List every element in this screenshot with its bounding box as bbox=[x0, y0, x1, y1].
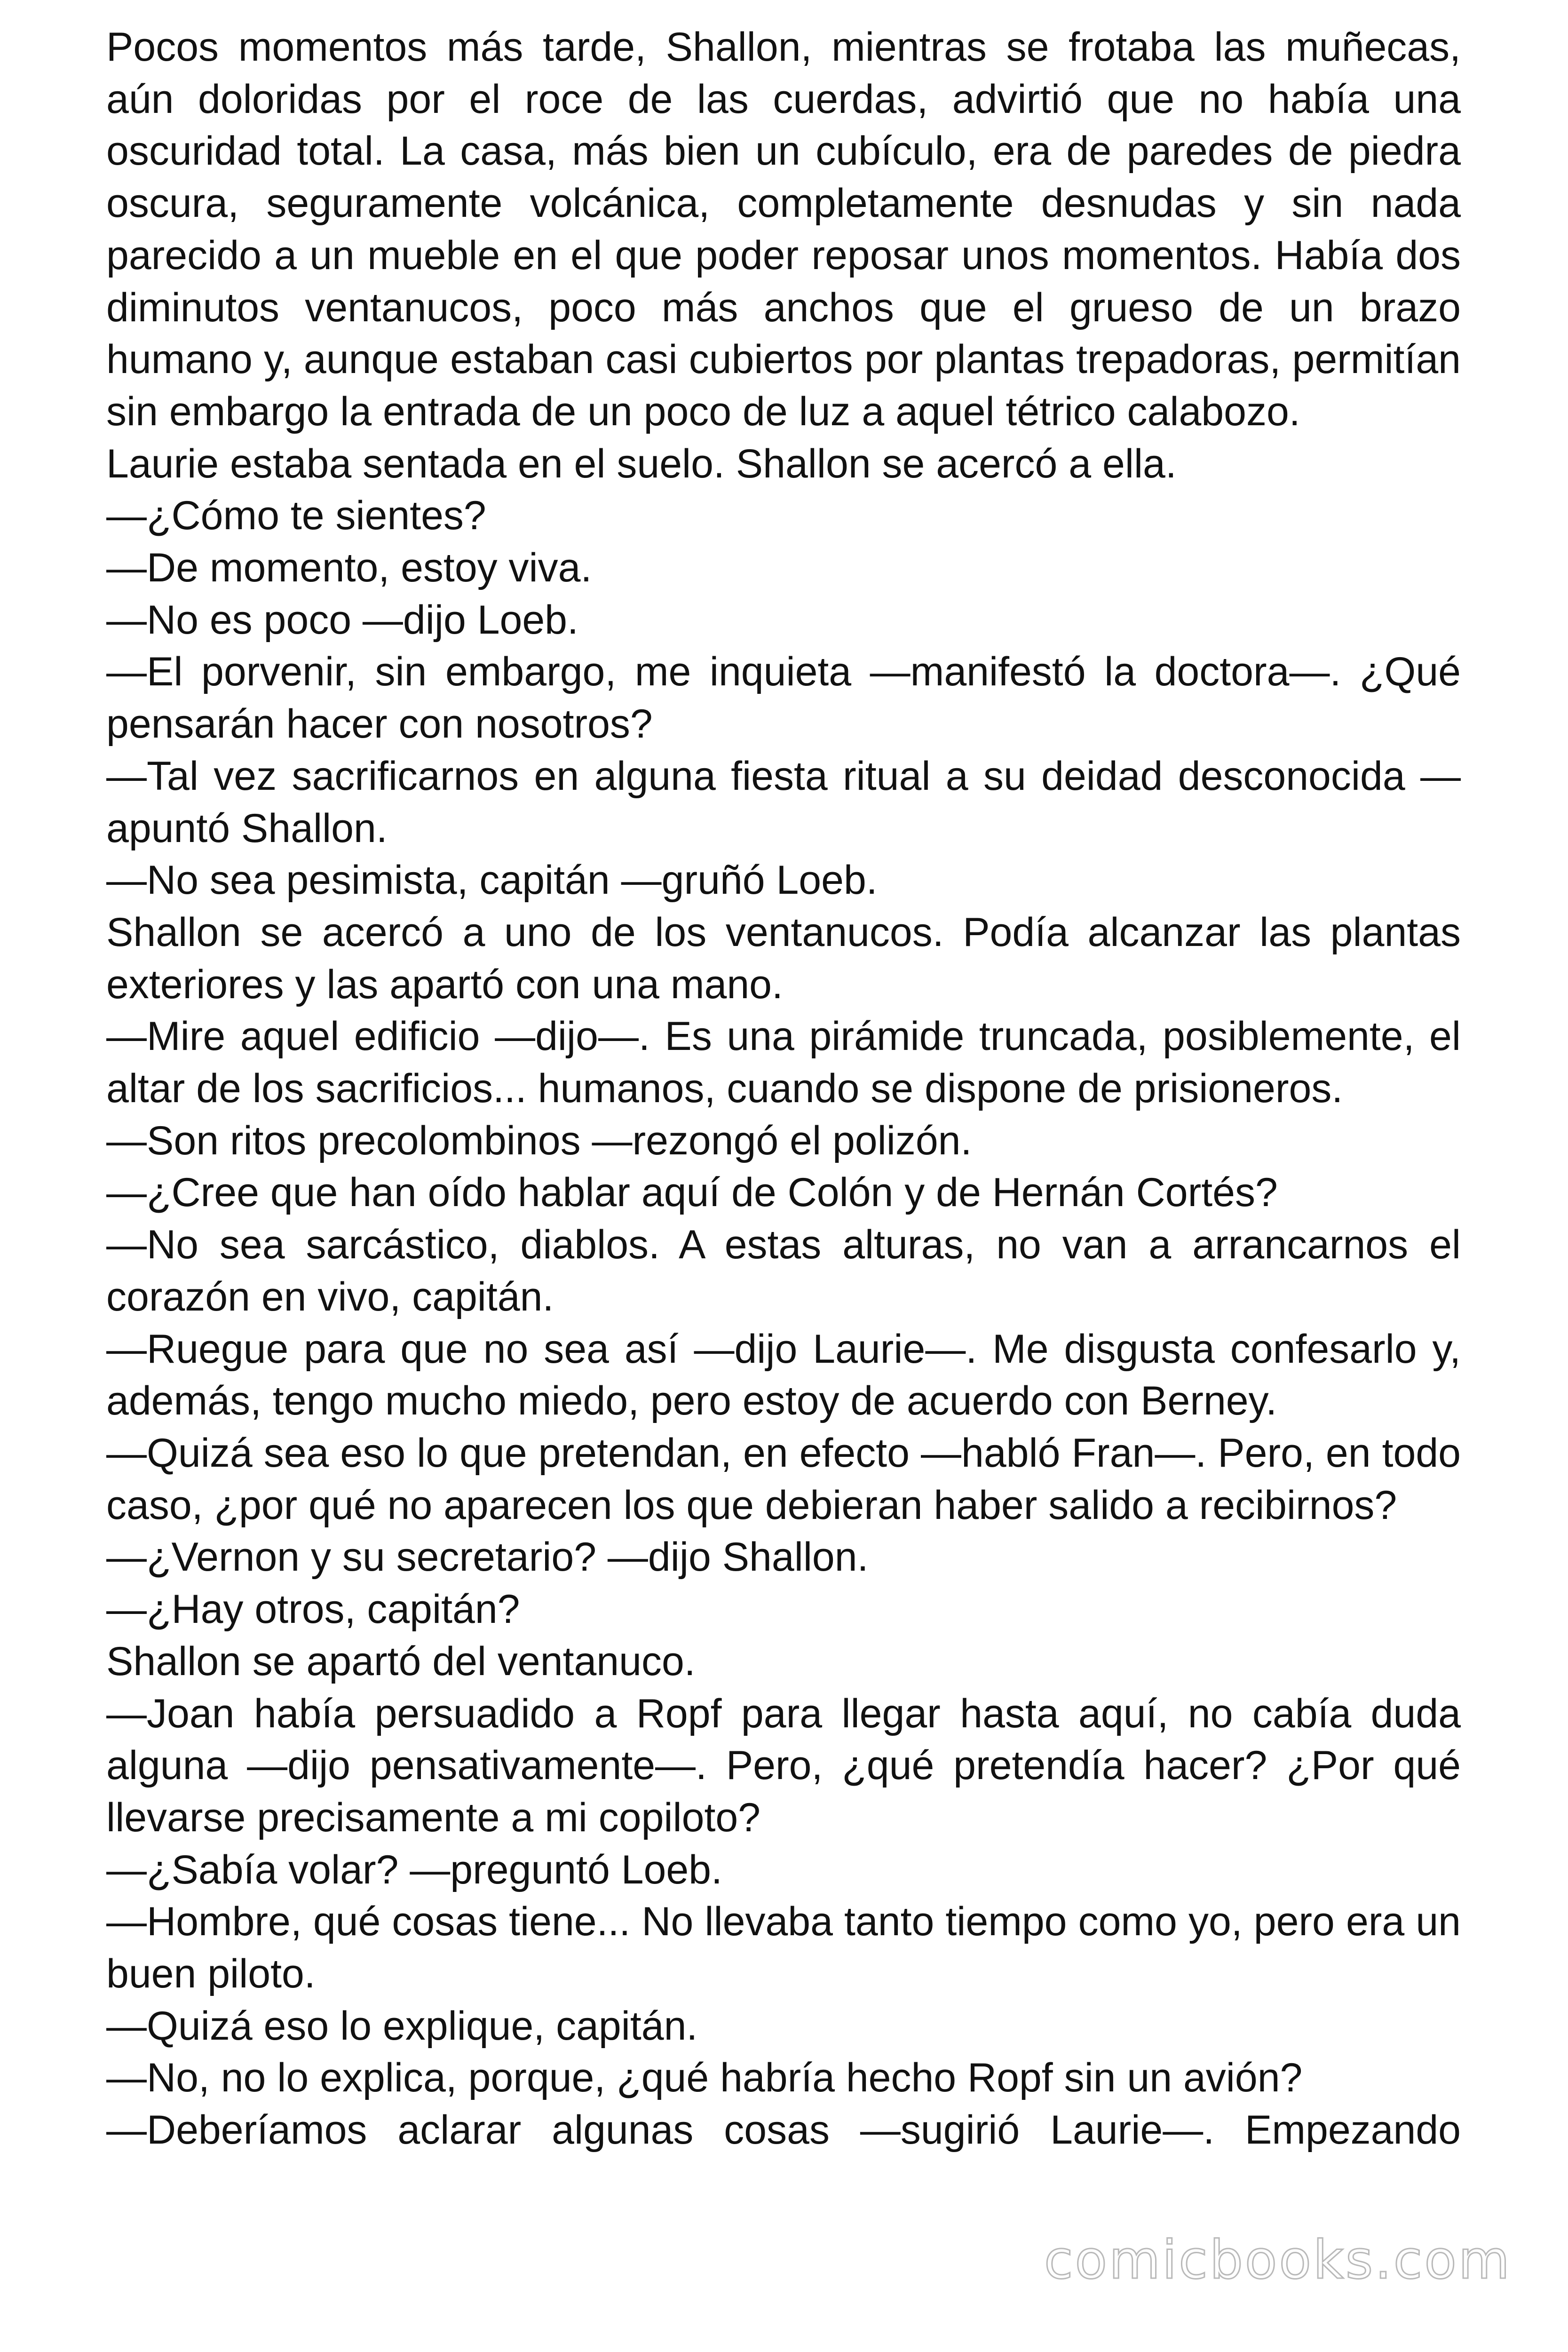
paragraph: Shallon se apartó del ventanuco. bbox=[106, 1638, 696, 1684]
paragraph: —El porvenir, sin embargo, me inquieta —manifestó la doctora—. ¿Qué pensarán hacer con nosotros? bbox=[106, 649, 1461, 747]
paragraph: —Quizá eso lo explique, capitán. bbox=[106, 2003, 698, 2049]
paragraph: —No sea pesimista, capitán —gruñó Loeb. bbox=[106, 858, 878, 903]
book-page-text bbox=[106, 21, 1461, 2156]
paragraph: —Hombre, qué cosas tiene... No llevaba tanto tiempo como yo, pero era un buen piloto. bbox=[106, 1899, 1461, 1997]
paragraph: Pocos momentos más tarde, Shallon, mientras se frotaba las muñecas, aún doloridas por el roce de las cuerdas, advirtió que no había una oscuridad total. La casa, más bien un cubículo, era de paredes de piedra oscura, seguramente volcánica, completamente desnudas y sin nada parecido a un mueble en el que poder reposar unos momentos. Había dos diminutos ventanucos, poco más anchos que el grueso de un brazo humano y, aunque estaban casi cubiertos por plantas trepadoras, permitían sin embargo la entrada de un poco de luz a aquel tétrico calabozo. bbox=[106, 24, 1461, 434]
paragraph: —Mire aquel edificio —dijo—. Es una pirámide truncada, posiblemente, el altar de los sacrificios... humanos, cuando se dispone de prisioneros. bbox=[106, 1014, 1461, 1112]
paragraph: —No es poco —dijo Loeb. bbox=[106, 597, 578, 643]
paragraph: —Ruegue para que no sea así —dijo Laurie—. Me disgusta confesarlo y, además, tengo mucho miedo, pero estoy de acuerdo con Berney. bbox=[106, 1326, 1461, 1424]
paragraph: —¿Sabía volar? —preguntó Loeb. bbox=[106, 1847, 722, 1892]
paragraph: —No sea sarcástico, diablos. A estas alturas, no van a arrancarnos el corazón en vivo, capitán. bbox=[106, 1222, 1461, 1319]
paragraph-continued: —Deberíamos aclarar algunas cosas —sugirió Laurie—. Empezando bbox=[106, 2107, 1461, 2153]
paragraph: —Joan había persuadido a Ropf para llegar hasta aquí, no cabía duda alguna —dijo pensativamente—. Pero, ¿qué pretendía hacer? ¿Por qué llevarse precisamente a mi copiloto? bbox=[106, 1691, 1461, 1840]
paragraph: Shallon se acercó a uno de los ventanucos. Podía alcanzar las plantas exteriores y las apartó con una mano. bbox=[106, 909, 1461, 1007]
paragraph: Laurie estaba sentada en el suelo. Shallon se acercó a ella. bbox=[106, 441, 1177, 486]
paragraph: —De momento, estoy viva. bbox=[106, 545, 592, 591]
paragraph: —¿Vernon y su secretario? —dijo Shallon. bbox=[106, 1534, 869, 1580]
paragraph: —Tal vez sacrificarnos en alguna fiesta ritual a su deidad desconocida —apuntó Shallon. bbox=[106, 753, 1461, 851]
paragraph: —Quizá sea eso lo que pretendan, en efecto —habló Fran—. Pero, en todo caso, ¿por qué no aparecen los que debieran haber salido a recibirnos? bbox=[106, 1430, 1461, 1528]
paragraph: —¿Hay otros, capitán? bbox=[106, 1587, 520, 1632]
paragraph: —¿Cree que han oído hablar aquí de Colón y de Hernán Cortés? bbox=[106, 1170, 1278, 1216]
watermark-logo: comicbooks.com bbox=[1044, 2230, 1512, 2291]
paragraph: —¿Cómo te sientes? bbox=[106, 493, 486, 539]
paragraph: —Son ritos precolombinos —rezongó el polizón. bbox=[106, 1118, 972, 1163]
paragraph: —No, no lo explica, porque, ¿qué habría hecho Ropf sin un avión? bbox=[106, 2055, 1303, 2101]
